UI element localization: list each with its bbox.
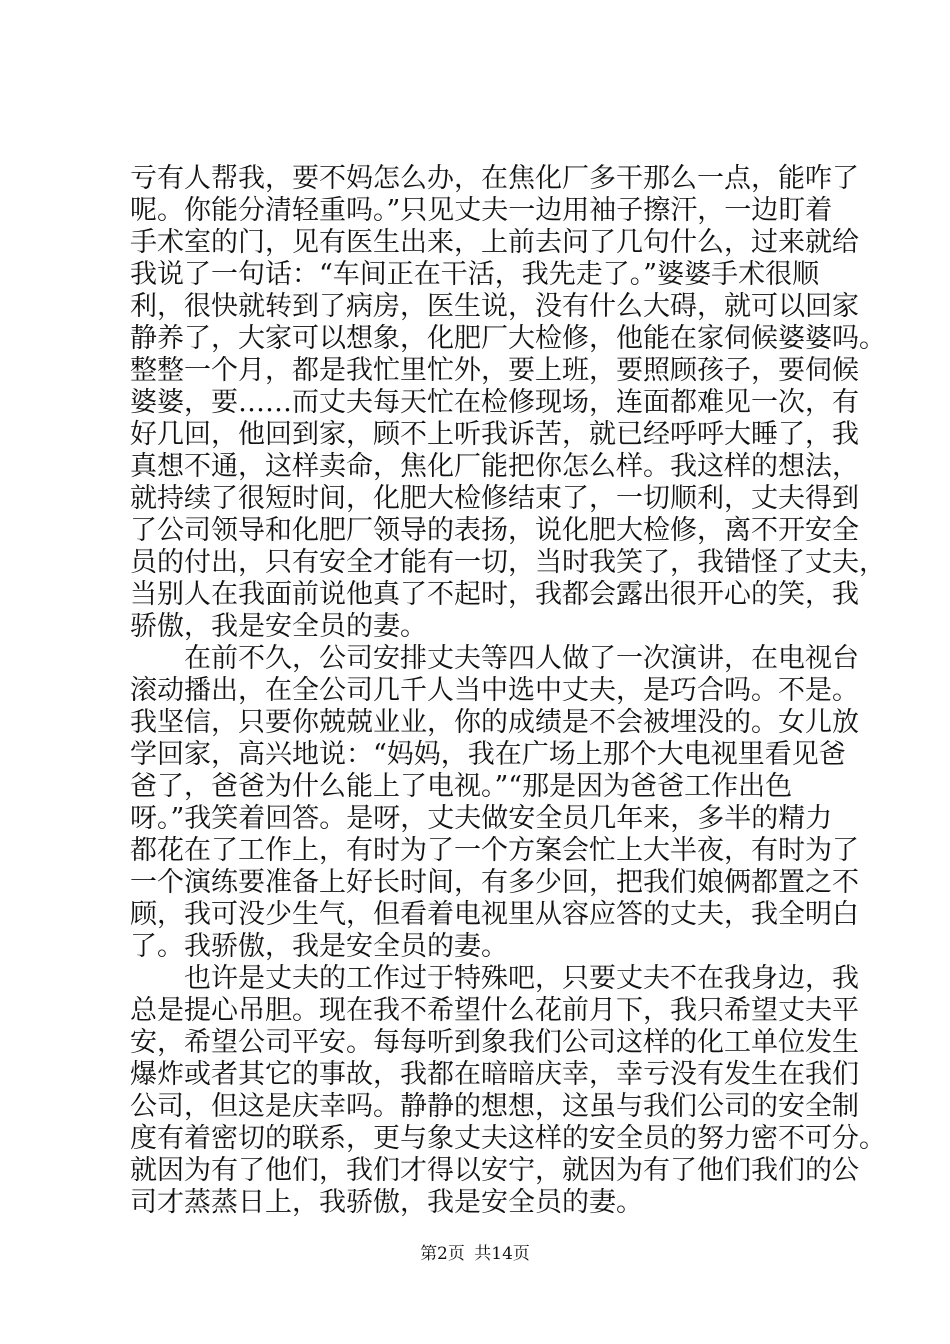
text-line: 公司，但这是庆幸吗。静静的想想，这虽与我们公司的安全制 [130, 1091, 859, 1122]
paragraph [130, 163, 886, 643]
paragraph [130, 963, 886, 1219]
text-line: 整整一个月，都是我忙里忙外，要上班，要照顾孩子，要伺候 [130, 355, 859, 386]
text-line: 利，很快就转到了病房，医生说，没有什么大碍，就可以回家 [130, 291, 859, 322]
text-line: 当别人在我面前说他真了不起时，我都会露出很开心的笑，我 [130, 579, 859, 610]
text-line: 静养了，大家可以想象，化肥厂大检修，他能在家伺候婆婆吗。 [130, 323, 886, 354]
text-line: 一个演练要准备上好长时间，有多少回，把我们娘俩都置之不 [130, 867, 859, 898]
text-line: 骄傲，我是安全员的妻。 [130, 611, 427, 642]
text-line: 呀。”我笑着回答。是呀，丈夫做安全员几年来，多半的精力 [130, 803, 833, 834]
text-line: 婆婆，要……而丈夫每天忙在检修现场，连面都难见一次，有 [130, 387, 859, 418]
text-line: 爸了，爸爸为什么能上了电视。”“那是因为爸爸工作出色 [130, 771, 793, 802]
text-line: 好几回，他回到家，顾不上听我诉苦，就已经呼呼大睡了，我 [130, 419, 859, 450]
text-line: 就因为有了他们，我们才得以安宁，就因为有了他们我们的公 [130, 1155, 859, 1186]
text-line: 手术室的门，见有医生出来，上前去问了几句什么，过来就给 [130, 227, 859, 258]
page-total: 共14页 [474, 1244, 530, 1264]
text-line: 安，希望公司平安。每每听到象我们公司这样的化工单位发生 [130, 1027, 859, 1058]
text-line: 真想不通，这样卖命，焦化厂能把你怎么样。我这样的想法， [130, 451, 859, 482]
text-line: 就持续了很短时间，化肥大检修结束了，一切顺利，丈夫得到 [130, 483, 859, 514]
text-line: 爆炸或者其它的事故，我都在暗暗庆幸，幸亏没有发生在我们 [130, 1059, 859, 1090]
text-line: 呢。你能分清轻重吗。”只见丈夫一边用袖子擦汗，一边盯着 [130, 195, 833, 226]
text-line: 员的付出，只有安全才能有一切，当时我笑了，我错怪了丈夫， [130, 547, 886, 578]
text-line: 我坚信，只要你兢兢业业，你的成绩是不会被埋没的。女儿放 [130, 707, 859, 738]
text-line: 了公司领导和化肥厂领导的表扬，说化肥大检修，离不开安全 [130, 515, 859, 546]
text-line: 也许是丈夫的工作过于特殊吧，只要丈夫不在我身边，我 [184, 963, 859, 994]
document-body [130, 163, 886, 1219]
text-line: 我说了一句话：“车间正在干活，我先走了。”婆婆手术很顺 [130, 259, 820, 290]
paragraph [130, 643, 859, 963]
text-line: 在前不久，公司安排丈夫等四人做了一次演讲，在电视台 [184, 643, 859, 674]
text-line: 亏有人帮我，要不妈怎么办，在焦化厂多干那么一点，能咋了 [130, 163, 859, 194]
text-line: 滚动播出，在全公司几千人当中选中丈夫，是巧合吗。不是。 [130, 675, 859, 706]
text-line: 都花在了工作上，有时为了一个方案会忙上大半夜，有时为了 [130, 835, 859, 866]
page-footer [0, 1243, 950, 1265]
text-line: 顾，我可没少生气，但看着电视里从容应答的丈夫，我全明白 [130, 899, 859, 930]
text-line: 度有着密切的联系，更与象丈夫这样的安全员的努力密不可分。 [130, 1123, 886, 1154]
page-number: 第2页 [420, 1244, 465, 1264]
text-line: 总是提心吊胆。现在我不希望什么花前月下，我只希望丈夫平 [130, 995, 859, 1026]
text-line: 了。我骄傲，我是安全员的妻。 [130, 931, 508, 962]
text-line: 学回家，高兴地说：“妈妈，我在广场上那个大电视里看见爸 [130, 739, 846, 770]
text-line: 司才蒸蒸日上，我骄傲，我是安全员的妻。 [130, 1187, 643, 1218]
